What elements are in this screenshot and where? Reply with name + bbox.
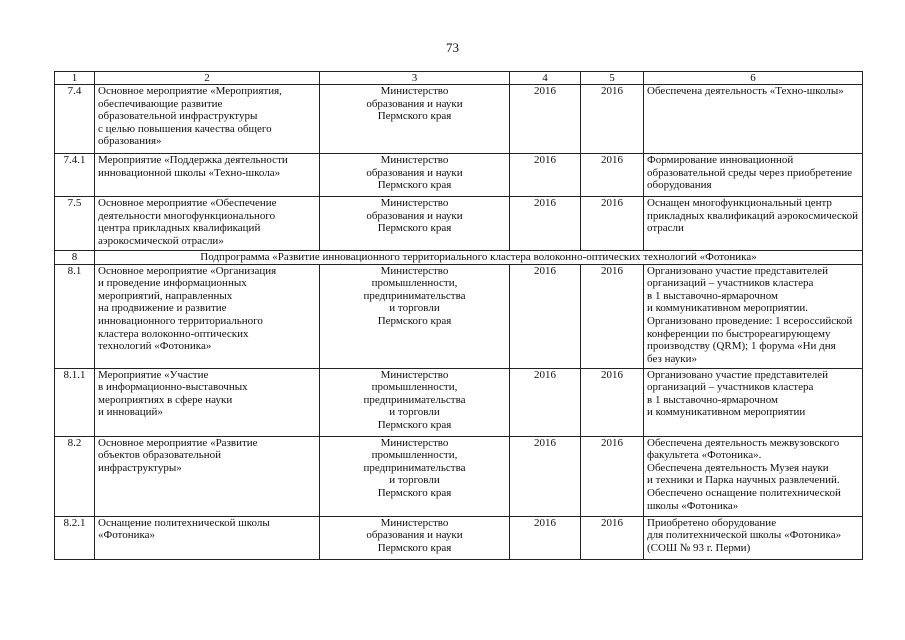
executor: Министерство промышленности, предпринимательства и торговли Пермского края — [320, 368, 510, 436]
table-row — [55, 264, 863, 368]
row-number: 8.2 — [55, 436, 95, 516]
table-row — [55, 85, 863, 154]
event-name: Основное мероприятие «Мероприятия, обеспечивающие развитие образовательной инфраструктуры с целью повышения качества общего образования» — [95, 85, 320, 154]
start-year: 2016 — [510, 368, 581, 436]
end-year: 2016 — [581, 197, 644, 251]
subprogram-title: Подпрограмма «Развитие инновационного территориального кластера волоконно-оптических технологий «Фотоника» — [95, 251, 863, 265]
start-year: 2016 — [510, 85, 581, 154]
row-number: 7.4 — [55, 85, 95, 154]
end-year: 2016 — [581, 368, 644, 436]
table-row — [55, 516, 863, 559]
subprogram-number: 8 — [55, 251, 95, 265]
table-row — [55, 197, 863, 251]
column-number-3: 3 — [320, 72, 510, 85]
executor: Министерство образования и науки Пермского края — [320, 85, 510, 154]
table-row — [55, 154, 863, 197]
table-row — [55, 436, 863, 516]
event-name: Основное мероприятие «Обеспечение деятельности многофункционального центра прикладных квалификаций аэрокосмической отрасли» — [95, 197, 320, 251]
event-name: Мероприятие «Поддержка деятельности инновационной школы «Техно-школа» — [95, 154, 320, 197]
end-year: 2016 — [581, 516, 644, 559]
end-year: 2016 — [581, 154, 644, 197]
column-number-4: 4 — [510, 72, 581, 85]
start-year: 2016 — [510, 436, 581, 516]
event-name: Основное мероприятие «Развитие объектов образовательной инфраструктуры» — [95, 436, 320, 516]
event-name: Оснащение политехнической школы «Фотоника» — [95, 516, 320, 559]
end-year: 2016 — [581, 436, 644, 516]
start-year: 2016 — [510, 154, 581, 197]
event-name: Основное мероприятие «Организация и проведение информационных мероприятий, направленных на продвижение и развитие инновационного территориального кластера волоконно-оптических технологий «Фотоника» — [95, 264, 320, 368]
column-number-2: 2 — [95, 72, 320, 85]
end-year: 2016 — [581, 85, 644, 154]
row-number: 8.2.1 — [55, 516, 95, 559]
row-number: 7.5 — [55, 197, 95, 251]
expected-result: Оснащен многофункциональный центр прикладных квалификаций аэрокосмической отрасли — [644, 197, 863, 251]
start-year: 2016 — [510, 264, 581, 368]
column-number-5: 5 — [581, 72, 644, 85]
program-events-table — [54, 71, 863, 560]
expected-result: Обеспечена деятельность межвузовского факультета «Фотоника». Обеспечена деятельность Музея науки и техники и Парка научных развлечений. Обеспечено оснащение политехнической школы «Фотоника» — [644, 436, 863, 516]
expected-result: Организовано участие представителей организаций – участников кластера в 1 выставочно-ярмарочном и коммуникативном мероприятии — [644, 368, 863, 436]
column-number-1: 1 — [55, 72, 95, 85]
column-number-6: 6 — [644, 72, 863, 85]
table-header-row — [55, 72, 863, 85]
table-row — [55, 368, 863, 436]
end-year: 2016 — [581, 264, 644, 368]
executor: Министерство промышленности, предпринимательства и торговли Пермского края — [320, 264, 510, 368]
expected-result: Обеспечена деятельность «Техно-школы» — [644, 85, 863, 154]
expected-result: Формирование инновационной образовательной среды через приобретение оборудования — [644, 154, 863, 197]
start-year: 2016 — [510, 516, 581, 559]
executor: Министерство образования и науки Пермского края — [320, 516, 510, 559]
row-number: 7.4.1 — [55, 154, 95, 197]
row-number: 8.1.1 — [55, 368, 95, 436]
expected-result: Организовано участие представителей организаций – участников кластера в 1 выставочно-ярмарочном и коммуникативном мероприятии. Организовано проведение: 1 всероссийской конференции по быстрореагирующему производству (QRM); 1 форума «Ни дня без науки» — [644, 264, 863, 368]
executor: Министерство образования и науки Пермского края — [320, 154, 510, 197]
executor: Министерство образования и науки Пермского края — [320, 197, 510, 251]
start-year: 2016 — [510, 197, 581, 251]
executor: Министерство промышленности, предпринимательства и торговли Пермского края — [320, 436, 510, 516]
page-number: 73 — [446, 40, 459, 55]
subprogram-row — [55, 251, 863, 265]
expected-result: Приобретено оборудование для политехнической школы «Фотоника» (СОШ № 93 г. Перми) — [644, 516, 863, 559]
event-name: Мероприятие «Участие в информационно-выставочных мероприятиях в сфере науки и инноваций» — [95, 368, 320, 436]
row-number: 8.1 — [55, 264, 95, 368]
